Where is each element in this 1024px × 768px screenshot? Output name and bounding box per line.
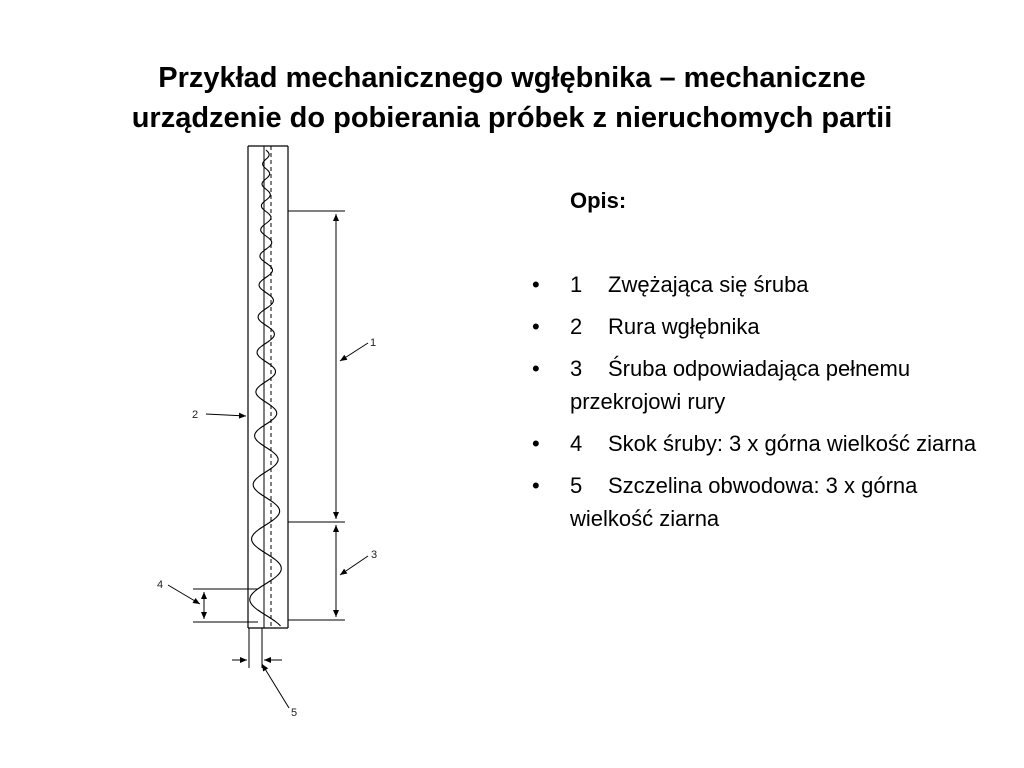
bullet-icon: • xyxy=(532,314,540,339)
item-text: Zwężająca się śruba xyxy=(608,272,809,297)
bullet-icon: • xyxy=(532,431,540,456)
item-number: 5 xyxy=(570,473,583,498)
callout-2: 2 xyxy=(192,409,199,421)
list-item xyxy=(530,469,1000,535)
description-list xyxy=(530,268,1000,544)
list-item xyxy=(530,427,1000,460)
callout-1: 1 xyxy=(370,337,377,349)
callout-5: 5 xyxy=(291,707,298,719)
item-number: 2 xyxy=(570,314,583,339)
bullet-icon: • xyxy=(532,272,540,297)
item-number: 3 xyxy=(570,356,583,381)
tapered-screw-helix xyxy=(250,150,281,626)
bullet-icon: • xyxy=(532,473,540,498)
callout-leaders xyxy=(168,343,368,708)
item-text: Szczelina obwodowa: 3 x górna wielkość ziarna xyxy=(570,473,918,531)
description-heading: Opis: xyxy=(570,188,627,213)
bullet-icon: • xyxy=(532,356,540,381)
title-line-2: urządzenie do pobierania próbek z nieruchomych partii xyxy=(131,102,893,134)
sampler-tube xyxy=(248,146,288,628)
item-text: Śruba odpowiadająca pełnemu przekrojowi rury xyxy=(570,356,911,414)
item-text: Rura wgłębnika xyxy=(608,314,760,339)
callout-3: 3 xyxy=(371,549,378,561)
title-line-1: Przykład mechanicznego wgłębnika – mechaniczne xyxy=(158,62,866,94)
item-number: 4 xyxy=(570,431,583,456)
item-number: 1 xyxy=(570,272,583,297)
list-item xyxy=(530,268,1000,301)
dimension-gap xyxy=(232,628,282,668)
callout-4: 4 xyxy=(157,579,164,591)
list-item xyxy=(530,310,1000,343)
list-item xyxy=(530,352,1000,418)
item-text: Skok śruby: 3 x górna wielkość ziarna xyxy=(608,431,977,456)
dimension-lines-right xyxy=(288,211,345,620)
